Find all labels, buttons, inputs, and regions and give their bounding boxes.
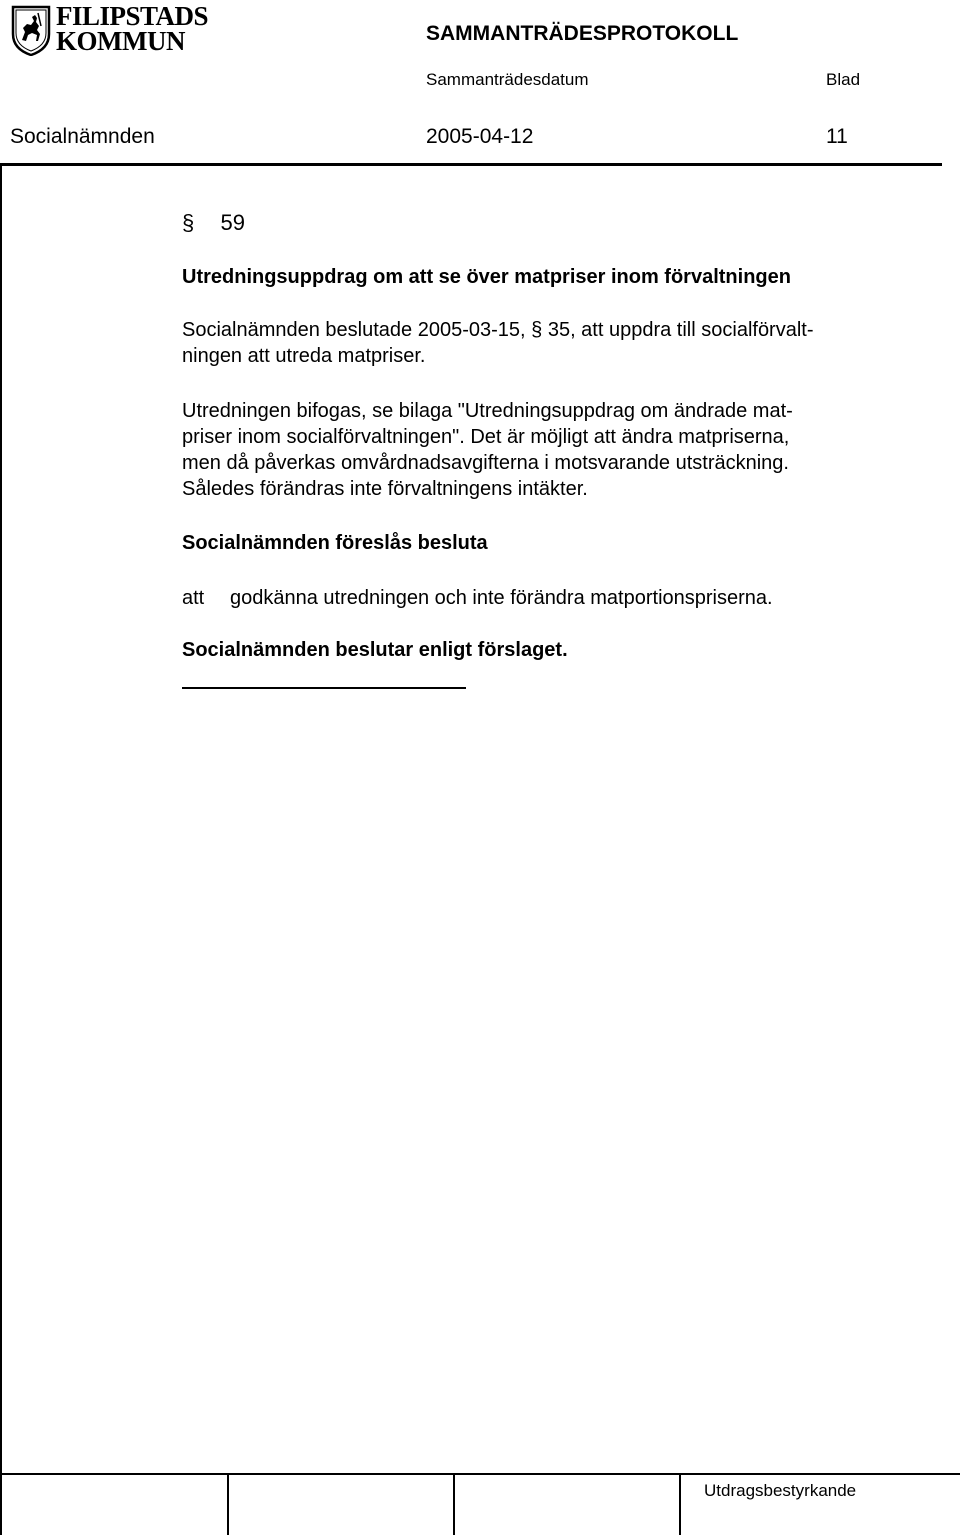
committee-name: Socialnämnden	[10, 125, 155, 148]
section-number-value: 59	[220, 210, 245, 235]
logo-wordmark	[56, 1, 209, 56]
signature-cell-divider	[679, 1473, 681, 1535]
paragraph-1-line-1: Socialnämnden beslutade 2005-03-15, § 35, att uppdra till socialförvalt-	[182, 319, 814, 341]
final-decision: Socialnämnden beslutar enligt förslaget.	[182, 639, 568, 661]
certification-label: Utdragsbestyrkande	[704, 1481, 857, 1500]
paragraph-symbol: §	[182, 210, 195, 235]
proposal-heading: Socialnämnden föreslås besluta	[182, 532, 488, 554]
logo-line-2: KOMMUN	[56, 26, 185, 56]
signature-cell-divider	[227, 1473, 229, 1535]
header-divider	[0, 163, 942, 166]
page-label: Blad	[826, 70, 861, 89]
decision-att-label: att	[182, 587, 205, 609]
paragraph-2-line-3: men då påverkas omvårdnadsavgifterna i motsvarande utsträckning.	[182, 452, 789, 474]
meeting-date-label: Sammanträdesdatum	[426, 70, 589, 89]
signature-table-top-border	[0, 1473, 960, 1475]
paragraph-2-line-2: priser inom socialförvaltningen". Det är möjligt att ändra matpriserna,	[182, 426, 790, 448]
page-number: 11	[826, 125, 848, 148]
municipality-logo	[10, 1, 210, 56]
section-title: Utredningsuppdrag om att se över matpriser inom förvaltningen	[182, 266, 791, 288]
section-end-rule	[182, 687, 466, 689]
section-number	[182, 210, 245, 236]
signature-cell-divider	[453, 1473, 455, 1535]
municipal-crest-icon	[10, 4, 52, 56]
signature-cell-divider	[0, 1473, 2, 1535]
paragraph-1-line-2: ningen att utreda matpriser.	[182, 345, 426, 367]
left-margin-rule	[0, 163, 2, 1535]
logo-line-1: FILIPSTADS	[56, 1, 209, 31]
decision-text: godkänna utredningen och inte förändra matportionspriserna.	[230, 587, 773, 609]
document-type-title: SAMMANTRÄDESPROTOKOLL	[426, 22, 739, 45]
paragraph-2-line-1: Utredningen bifogas, se bilaga "Utredningsuppdrag om ändrade mat-	[182, 400, 793, 422]
paragraph-2-line-4: Således förändras inte förvaltningens intäkter.	[182, 478, 588, 500]
meeting-date: 2005-04-12	[426, 125, 534, 148]
